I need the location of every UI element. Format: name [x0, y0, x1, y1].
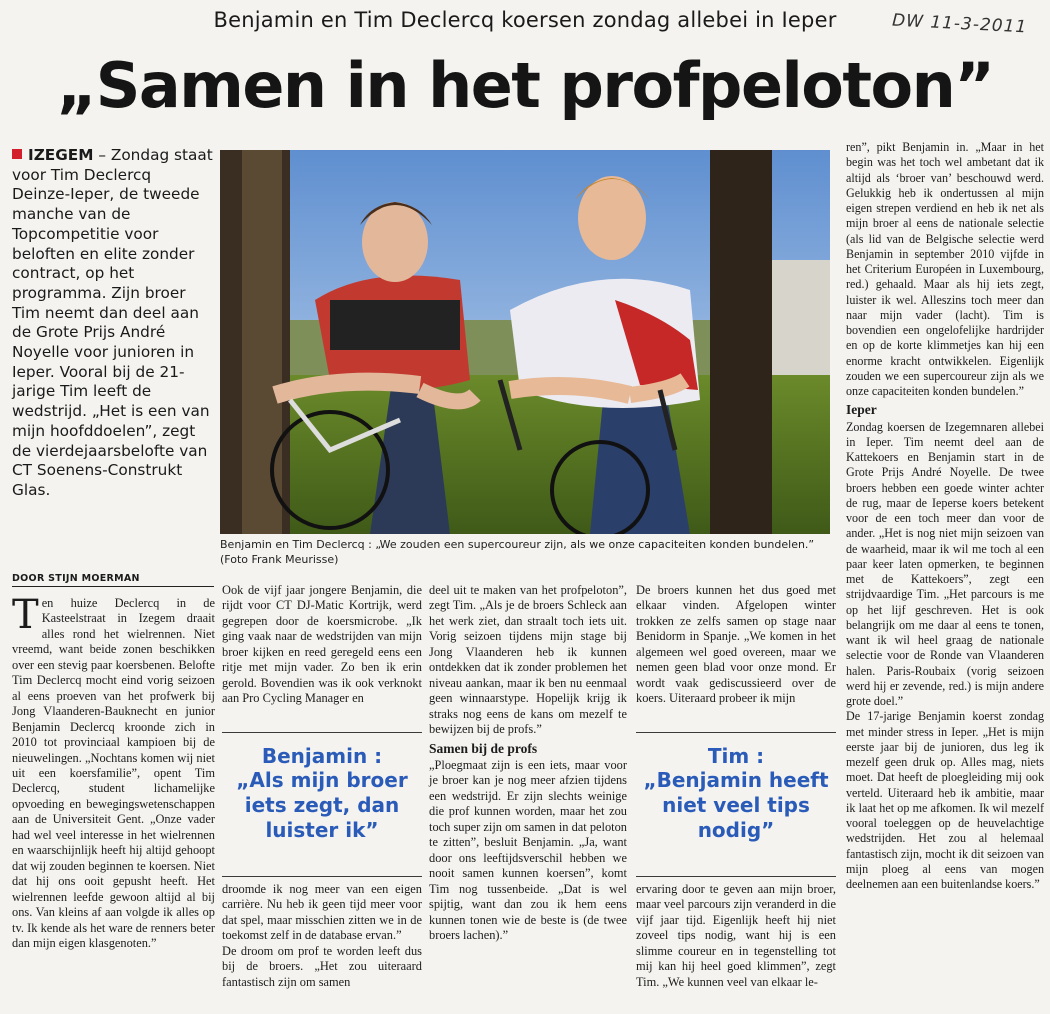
pullquote-name: Tim :	[707, 744, 765, 768]
subheading-samen-bij-de-profs: Samen bij de profs	[429, 740, 538, 756]
article-column-5	[846, 140, 1044, 892]
col1-paragraph: en huize Declercq in de Kasteelstraat in Izegem draait alles rond het wielrennen. Niet vreemd, want beide zonen beschikken over een stevig paar koersbenen. Belofte Tim Declercq mocht eind vorig seizoen al eens proeven van het profwerk bij Jong Vlaanderen-Bauknecht en junior Benjamin Declercq kroonde zich in 2010 tot provinciaal kampioen bij de nieuwelingen. „Nochtans komen wij niet uit een koersfamilie”, opent Tim Declercq, student lichamelijke opvoeding en bewegingswetenschappen aan de Universiteit Gent. „Onze vader had wel veel interesse in het wielrennen en waarschijnlijk heeft hij altijd gehoopt dat wij zouden beginnen te koersen. Niet dat hij ons ooit gepusht heeft. Het wielrennen leefde gewoon altijd al bij ons. Van kleins af aan volgde ik alles op tv. Ik kende als het ware de renners beter dan mijn eigen klasgenoten.”	[12, 596, 215, 950]
pullquote-text: „Benjamin heeft niet veel tips nodig”	[643, 768, 829, 842]
col4-paragraph-1: De broers kunnen het dus goed met elkaar vinden. Afgelopen winter trokken ze zelfs samen op stage naar Benidorm in Spanje. „We komen in het algemeen wel goed overeen, maar we nemen geen blad voor onze mond. Er wordt vaak gediscussieerd over de koers. Uiteraard probeer ik mijn	[636, 583, 836, 706]
byline: DOOR STIJN MOERMAN	[12, 573, 214, 587]
article-column-1	[12, 592, 215, 951]
pullquote-rule-top-2	[636, 732, 836, 733]
drop-cap: T	[12, 592, 39, 638]
pullquote-text: „Als mijn broer iets zegt, dan luister ik”	[236, 768, 408, 842]
article-column-3	[429, 583, 627, 943]
article-column-2b	[222, 882, 422, 990]
col3-paragraph-2: „Ploegmaat zijn is een iets, maar voor je broer kan je nog meer afzien tijdens een wedstrijd. Er zijn slechts weinige die prof kunnen worden, maar het zou toch super zijn om samen in dat peloton te zitten”, besluit Benjamin. „Ja, want door ons leeftijdsverschil hebben we nooit samen kunnen koersen”, komt Tim nog tussenbeide. „Dat is wel spijtig, want dan zou ik hem eens kunnen tonen wie de beste is (de twee broers lachen).”	[429, 757, 627, 942]
pullquote-rule-bottom	[222, 876, 422, 877]
col3-paragraph-1: deel uit te maken van het profpeloton”, zegt Tim. „Als je de broers Schleck aan het werk ziet, dan straalt toch iets uit. Vorig seizoen tijdens mijn stage bij Jong Vlaanderen heb ik kunnen ontdekken dat ik zonder problemen het niveau aankan, maar ik ben nu eenmaal geen winnaarstype. Hopelijk krijg ik straks nog eens de kans om mezelf te bewijzen bij de profs.”	[429, 583, 627, 737]
pullquote-rule-bottom-2	[636, 876, 836, 877]
pullquote-tim	[636, 744, 836, 843]
intro-place: IZEGEM	[28, 146, 94, 164]
col5-paragraph-3: De 17-jarige Benjamin koerst zondag met minder stress in Ieper. „Het is mijn eerste jaar bij de junioren, dus leg ik mezelf geen druk op. Alles mag, niets moet. Dat heeft de ploegleiding mij ook verteld. Uiteraard heb ik ambitie, maar ik laat het op me afkomen. Ik wil mezelf vooral toeleggen op de heuvelachtige wedstrijden. Het zou al helemaal fantastisch zijn, mocht ik dit seizoen van mijn ploeg al eens van mogen deelnemen aan een buitenlandse koers.”	[846, 709, 1044, 891]
article-photo	[220, 150, 830, 534]
col5-paragraph-1: ren”, pikt Benjamin in. „Maar in het begin was het toch wel ambetant dat ik altijd als ‘broer van’ beschouwd werd. Gelukkig heb ik ondertussen al mijn eigen strepen verdiend en heb ik net als mijn broer al eens de nationale selectie (als lid van de Belgische selectie werd Benjamin in september 2010 vijfde in het Criterium Européen in Luxembourg, red.) gehaald. Maar als hij iets zegt, luister ik wel. Alleszins toch meer dan naar mijn vader (lacht). Tim is bovendien een ongelofelijke hardrijder en op de korte klimmetjes kan hij een enorme kracht ontwikkelen. Eigenlijk zouden we een supercoureur zijn als we onze capaciteiten konden bundelen.”	[846, 140, 1044, 398]
col2-paragraph-3: De droom om prof te worden leeft dus bij de broers. „Het zou uiteraard fantastisch zijn om samen	[222, 943, 422, 989]
article-column-4b	[636, 882, 836, 990]
col5-paragraph-2: Zondag koersen de Izegemnaren allebei in Ieper. Tim neemt deel aan de Kattekoers en Benjamin start in de Grote Prijs André Noyelle. De twee broers hebben een goede winter achter de rug, maar de Ieperse koers betekent voor de een toch meer dan voor de ander. „Het is nog niet mijn seizoen van de waarheid, maar ik wil me toch al een paar keer laten opmerken, te beginnen met de Kattekoers”, zegt een strijdvaardige Tim. „Het parcours is me op het lijf geschreven. Het is ook belangrijk om me daar al eens te tonen, want ik wil heel graag de nationale selectie voor de Ronde van Vlaanderen halen. Paris-Roubaix (vorig seizoen werd hij er zevende, red.) is mijn andere grote doel.”	[846, 419, 1044, 708]
article-column-4	[636, 583, 836, 707]
subheading-ieper: Ieper	[846, 402, 877, 418]
pullquote-name: Benjamin :	[261, 744, 383, 768]
intro-paragraph	[12, 146, 214, 501]
intro-text: – Zondag staat voor Tim Declercq Deinze-Ieper, de tweede manche van de Topcompetitie voor beloften en elite zonder contract, op het programma. Zijn broer Tim neemt dan deel aan de Grote Prijs André Noyelle voor junioren in Ieper. Vooral bij de 21-jarige Tim leeft de wedstrijd. „Het is een van mijn hoofddoelen”, zegt de vierdejaarsbelofte van CT Soenens-Construkt Glas.	[12, 146, 213, 499]
article-headline: „Samen in het profpeloton”	[56, 49, 994, 122]
col4-paragraph-2: ervaring door te geven aan mijn broer, maar veel parcours zijn veranderd in die vijf jaar tijd. Eigenlijk heeft hij niet zoveel tips nodig, want hij is een slimme coureur en in tegenstelling tot mij kan hij heel goed klimmen”, zegt Tim. „We kunnen veel van elkaar le-	[636, 882, 836, 989]
article-kicker: Benjamin en Tim Declercq koersen zondag allebei in Ieper	[213, 8, 837, 32]
pullquote-benjamin	[222, 744, 422, 843]
cyclists-photo-image	[220, 150, 830, 534]
photo-caption: Benjamin en Tim Declercq : „We zouden een supercoureur zijn, als we onze capaciteiten konden bundelen.” (Foto Frank Meurisse)	[220, 538, 815, 566]
square-bullet-icon	[12, 149, 22, 159]
handwritten-date: DW 11-3-2011	[891, 10, 1028, 38]
col2-paragraph-2: droomde ik nog meer van een eigen carrière. Nu heb ik geen tijd meer voor dat spel, maar misschien zitten we in de toekomst zelf in de database ervan.”	[222, 882, 422, 943]
article-column-2	[222, 583, 422, 707]
col2-paragraph-1: Ook de vijf jaar jongere Benjamin, die rijdt voor CT DJ-Matic Kortrijk, werd gegrepen door de koersmicrobe. „Ik ging vaak naar de wedstrijden van mijn broer kijken en reed geregeld eens een ritje met mijn vader. Zo ben ik erin gerold. Bovendien was ik ook verknokt aan Pro Cycling Manager en	[222, 583, 422, 706]
pullquote-rule-top	[222, 732, 422, 733]
